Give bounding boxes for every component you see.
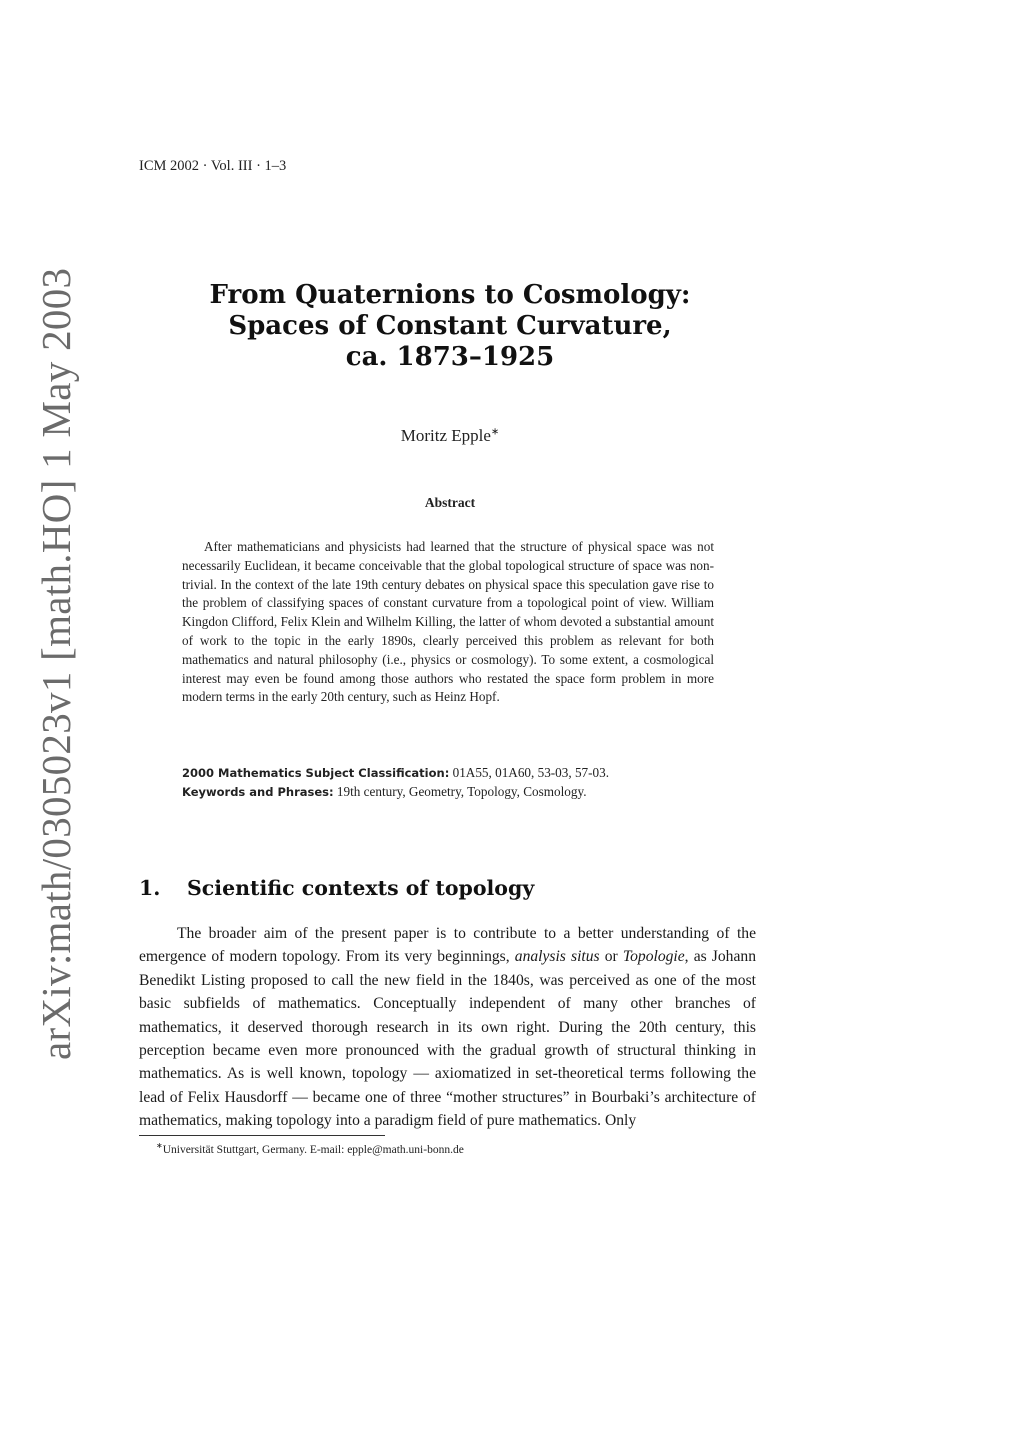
- footnote: [156, 1141, 464, 1156]
- title-line-1: From Quaternions to Cosmology:: [209, 280, 691, 310]
- abstract-text: After mathematicians and physicists had learned that the structure of physical space was not necessarily Euclidean, it became conceivable that the global topological structure of space was non-trivial. In the context of the late 19th century debates on physical space this speculation gave rise to the problem of classifying spaces of constant curvature from a topological point of view. William Kingdon Clifford, Felix Klein and Wilhelm Killing, the latter of whom devoted a substantial amount of work to the topic in the early 1890s, clearly perceived this problem as relevant for both mathematics and natural philosophy (i.e., physics or cosmology). To some extent, a cosmological interest may even be found among those authors who restated the space form problem in more modern terms in the early 20th century, such as Heinz Hopf.: [182, 539, 714, 705]
- footnote-rule: [139, 1135, 385, 1136]
- author-line: [140, 426, 760, 446]
- keywords: [182, 784, 742, 800]
- abstract-heading: Abstract: [424, 495, 476, 510]
- subject-classification: [182, 765, 742, 781]
- title-line-2: Spaces of Constant Curvature,: [228, 311, 672, 341]
- section-heading: [139, 876, 534, 900]
- term-topologie: Topologie: [622, 948, 685, 966]
- running-header: ICM 2002 · Vol. III · 1–3: [139, 158, 287, 174]
- section-number: 1.: [139, 876, 161, 900]
- title-line-3: ca. 1873–1925: [345, 342, 555, 372]
- footnote-mark: ∗: [156, 1141, 163, 1150]
- classification-value: 01A55, 01A60, 53-03, 57-03.: [452, 765, 610, 780]
- section-paragraph: [139, 922, 756, 1133]
- footnote-text: Universität Stuttgart, Germany. E-mail: epple@math.uni-bonn.de: [162, 1143, 464, 1156]
- paragraph-text-2: or: [599, 948, 623, 966]
- term-analysis-situs: analysis situs: [514, 948, 600, 966]
- author-name: Moritz Epple: [400, 426, 491, 445]
- section-title: Scientific contexts of topology: [187, 876, 535, 900]
- arxiv-identifier: arXiv:math/0305023v1 [math.HO] 1 May 2003: [33, 267, 79, 1060]
- arxiv-side-stamp: [28, 267, 79, 1060]
- classification-label: 2000 Mathematics Subject Classification:: [182, 766, 450, 780]
- author-footnote-mark: ∗: [490, 426, 500, 438]
- paper-title: [140, 280, 760, 373]
- paragraph-text-3: , as Johann Benedikt Listing proposed to call the new field in the 1840s, was perceived as one of the most basic subfields of mathematics. Conceptually independent of many other branches of mathematics, it deserved thorough research in its own right. During the 20th century, this perception became even more pronounced with the gradual growth of structural thinking in mathematics. As is well known, topology — axiomatized in set-theoretical terms following the lead of Felix Hausdorff — became one of three “mother structures” in Bourbaki’s architecture of mathematics, making topology into a paradigm field of pure mathematics. Only: [139, 948, 756, 1130]
- keywords-label: Keywords and Phrases:: [182, 785, 334, 799]
- paragraph-text-1: The broader aim of the present paper is to contribute to a better understanding of the emergence of modern topology. From its very beginnings,: [139, 925, 756, 966]
- keywords-value: 19th century, Geometry, Topology, Cosmology.: [336, 784, 587, 799]
